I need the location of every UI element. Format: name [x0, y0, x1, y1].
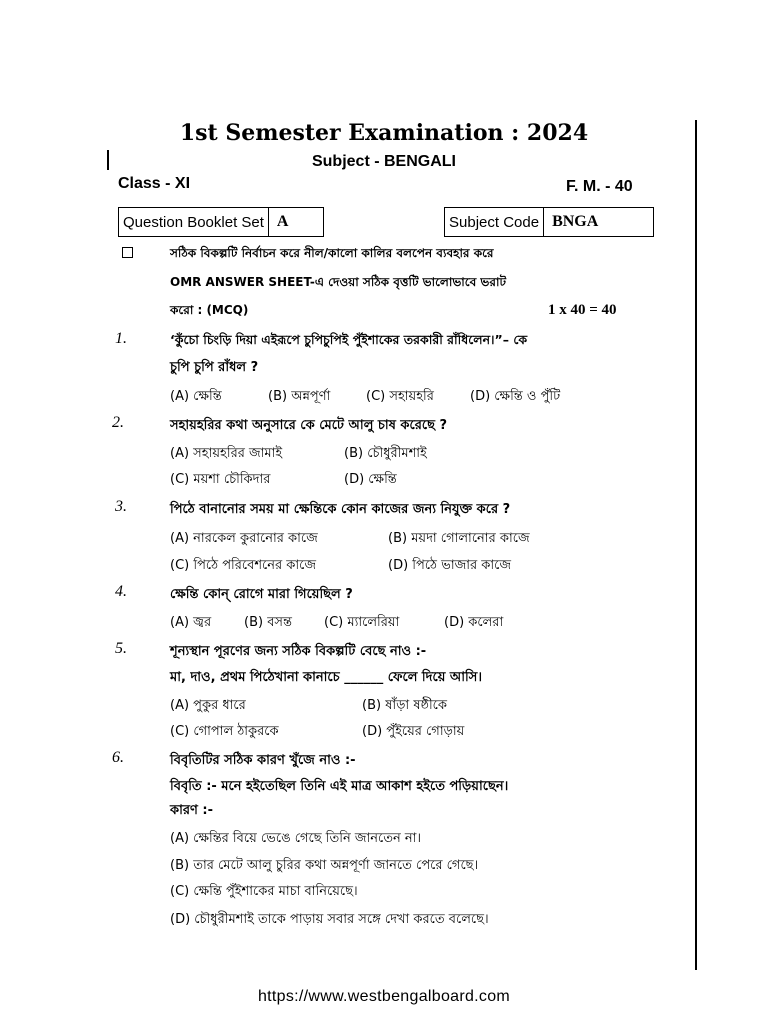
- question-text: মা, দাও, প্রথম পিঠেখানা কানাচে ______ ফেলে দিয়ে আসি।: [170, 670, 483, 685]
- instruction-line-1: সঠিক বিকল্পটি নির্বাচন করে নীল/কালো কালির বলপেন ব্যবহার করে: [170, 246, 494, 260]
- option-d: (D) ক্ষেন্তি: [344, 472, 397, 487]
- option-b: (B) ময়দা গোলানোর কাজে: [388, 531, 530, 546]
- full-marks: F. M. - 40: [566, 178, 633, 195]
- exam-title: 1st Semester Examination : 2024: [179, 120, 589, 146]
- option-b: (B) অন্নপূর্ণা: [268, 389, 331, 404]
- option-d: (D) পিঠে ভাজার কাজে: [388, 558, 511, 573]
- question-number: 4.: [115, 583, 127, 600]
- question-number: 6.: [112, 749, 124, 766]
- question-text: পিঠে বানানোর সময় মা ক্ষেন্তিকে কোন কাজের জন্য নিযুক্ত করে ?: [170, 502, 511, 517]
- right-margin-line: [695, 120, 697, 970]
- marks-scheme: 1 x 40 = 40: [548, 302, 617, 318]
- option-d: (D) পুঁইয়ের গোড়ায়: [362, 724, 465, 739]
- option-a: (A) পুকুর ধারে: [170, 698, 246, 713]
- instruction-line-2: OMR ANSWER SHEET-এ দেওয়া সঠিক বৃত্তটি ভালোভাবে ভরাট: [170, 275, 506, 289]
- question-number: 5.: [115, 640, 127, 657]
- question-text: কারণ :-: [170, 803, 213, 818]
- option-a: (A) নারকেল কুরানোর কাজে: [170, 531, 318, 546]
- option-c: (C) ময়শা চৌকিদার: [170, 472, 271, 487]
- subject-code-label: Subject Code: [449, 213, 540, 231]
- option-b: (B) ষাঁড়া ষষ্ঠীকে: [362, 698, 447, 713]
- subject-code-value: BNGA: [543, 208, 606, 236]
- question-text: সহায়হরির কথা অনুসারে কে মেটে আলু চাষ করেছে ?: [170, 418, 448, 433]
- option-c: (C) গোপাল ঠাকুরকে: [170, 724, 279, 739]
- question-text: চুপি চুপি রাঁধল ?: [170, 360, 259, 375]
- subject-line: Subject - BENGALI: [311, 153, 456, 170]
- question-number: 1.: [115, 330, 127, 347]
- option-b: (B) তার মেটে আলু চুরির কথা অন্নপূর্ণা জানতে পেরে গেছে।: [170, 858, 479, 873]
- option-a: (A) ক্ষেন্তি: [170, 389, 222, 404]
- option-c: (C) ক্ষেন্তি পুঁইশাকের মাচা বানিয়েছে।: [170, 884, 358, 899]
- booklet-set-label: Question Booklet Set: [123, 213, 264, 231]
- option-d: (D) চৌধুরীমশাই তাকে পাড়ায় সবার সঙ্গে দেখা করতে বলেছে।: [170, 912, 489, 927]
- footer-url: https://www.westbengalboard.com: [257, 988, 511, 1005]
- option-c: (C) ম্যালেরিয়া: [324, 615, 400, 630]
- booklet-set-value: A: [268, 208, 297, 236]
- question-text: বিবৃতিটির সঠিক কারণ খুঁজে নাও :-: [170, 753, 356, 768]
- subject-code-box: [444, 207, 654, 237]
- option-c: (C) সহায়হরি: [366, 389, 434, 404]
- option-b: (B) চৌধুরীমশাই: [344, 446, 427, 461]
- question-text: ক্ষেন্তি কোন্ রোগে মারা গিয়েছিল ?: [170, 587, 353, 602]
- instruction-checkbox: [122, 247, 133, 258]
- question-text: শূন্যস্থান পূরণের জন্য সঠিক বিকল্পটি বেছে নাও :-: [170, 644, 427, 659]
- class-label: Class - XI: [118, 175, 191, 192]
- option-d: (D) ক্ষেন্তি ও পুঁটি: [470, 389, 561, 404]
- booklet-set-box: [118, 207, 324, 237]
- option-a: (A) সহায়হরির জামাই: [170, 446, 283, 461]
- instruction-line-3: করো : (MCQ): [170, 303, 249, 317]
- option-c: (C) পিঠে পরিবেশনের কাজে: [170, 558, 317, 573]
- option-a: (A) ক্ষেন্তির বিয়ে ভেঙে গেছে তিনি জানতেন না।: [170, 831, 422, 846]
- option-d: (D) কলেরা: [444, 615, 504, 630]
- question-text: ‘কুঁচো চিংড়ি দিয়া এইরূপে চুপিচুপিই পুঁইশাকের তরকারী রাঁধিলেন।”– কে: [170, 332, 528, 347]
- question-number: 3.: [115, 498, 127, 515]
- question-text: বিবৃতি :- মনে হইতেছিল তিনি এই মাত্র আকাশ হইতে পড়িয়াছেন।: [170, 779, 509, 794]
- option-a: (A) জ্বর: [170, 615, 212, 630]
- option-b: (B) বসন্ত: [244, 615, 292, 630]
- question-number: 2.: [112, 414, 124, 431]
